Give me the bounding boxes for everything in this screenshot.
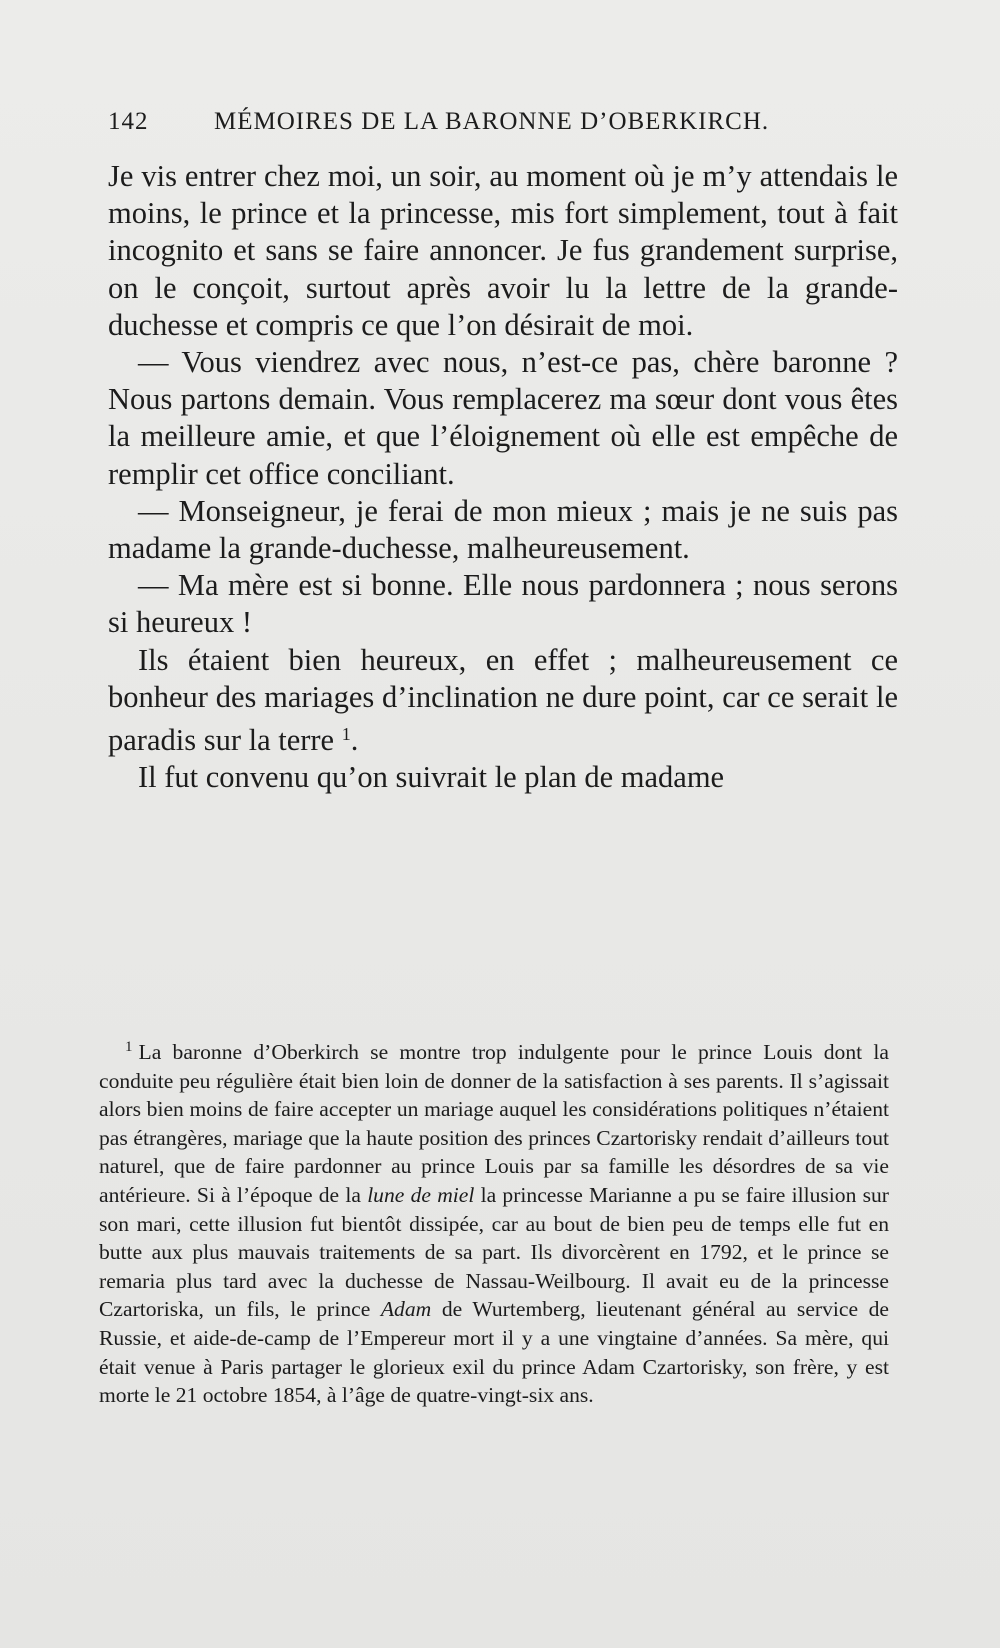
- main-text: [108, 158, 898, 796]
- paragraph-end: .: [350, 723, 359, 758]
- paragraph: — Vous viendrez avec nous, n’est-ce pas, chère baronne ? Nous partons demain. Vous remplacerez ma sœur dont vous êtes la meilleure amie, et que l’éloignement où elle est empêche de remplir cet office conciliant.: [108, 345, 898, 491]
- page-number: 142: [108, 108, 149, 135]
- footnote-text: de Wurtemberg, lieutenant général au service de Russie, et aide-de-camp de l’Empereur mort il y a une vingtaine d’années. Sa mère, qui était venue à Paris partager le glorieux exil du prince Adam Czartorisky, son frère, y est morte le 21 octobre 1854, à l’âge de quatre-vingt-six ans.: [99, 1297, 889, 1408]
- paragraph: [108, 642, 898, 760]
- paragraph: Il fut convenu qu’on suivrait le plan de madame: [138, 760, 725, 795]
- footnote-text: La baronne d’Oberkirch se montre trop indulgente pour le prince Louis dont la conduite peu régulière était bien loin de donner de la satisfaction à ses parents. Il s’agissait alors bien moins de faire accepter un mariage auquel les considérations politiques n’étaient pas étrangères, mariage que la haute position des princes Czartorisky rendait d’ailleurs tout naturel, que de faire pardonner au prince Louis par sa famille les désordres de sa vie antérieure. Si à l’époque de la: [99, 1040, 889, 1207]
- footnote-marker: 1: [125, 1039, 133, 1055]
- footnote-reference[interactable]: 1: [341, 724, 351, 745]
- footnote-italic: lune de miel: [367, 1182, 475, 1207]
- running-title: MÉMOIRES DE LA BARONNE D’OBERKIRCH.: [214, 108, 770, 135]
- footnote-text: la princesse Marianne a pu se faire illusion sur son mari, cette illusion fut bientôt dissipée, car au bout de bien peu de temps elle fut en butte aux plus mauvais traitements de sa part. Ils divorcèrent en 1792, et le prince se remaria plus tard avec la duchesse de Nassau-Weilbourg. Il avait eu de la princesse Czartoriska, un fils, le prince: [99, 1182, 889, 1322]
- footnote: [99, 1033, 889, 1410]
- paragraph: — Ma mère est si bonne. Elle nous pardonnera ; nous serons si heureux !: [108, 568, 898, 640]
- footnotes: [99, 1033, 889, 1410]
- running-header: [108, 108, 898, 148]
- paragraph: Je vis entrer chez moi, un soir, au moment où je m’y attendais le moins, le prince et la princesse, mis fort simplement, tout à fait incognito et sans se faire annoncer. Je fus grandement surprise, on le conçoit, surtout après avoir lu la lettre de la grande-duchesse et compris ce que l’on désirait de moi.: [108, 159, 898, 342]
- footnote-italic: Adam: [380, 1297, 432, 1322]
- paragraph: — Monseigneur, je ferai de mon mieux ; mais je ne suis pas madame la grande-duchesse, malheureusement.: [108, 493, 898, 566]
- paragraph-text: Ils étaient bien heureux, en effet ; malheureusement ce bonheur des mariages d’inclination ne dure point, car ce serait le paradis sur la terre: [108, 642, 898, 758]
